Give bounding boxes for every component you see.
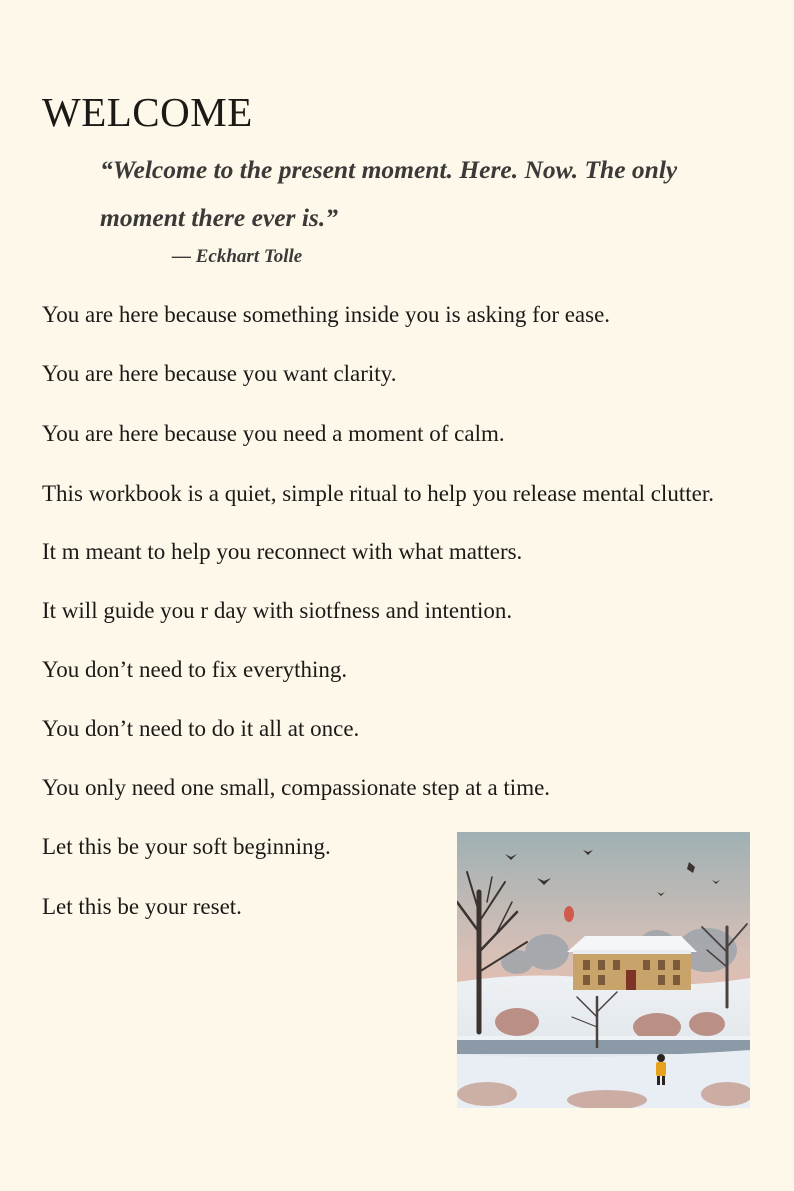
body-line: Let this be your reset.: [42, 894, 242, 919]
winter-house-landscape-illustration: [457, 832, 750, 1108]
quote-attribution: — Eckhart Tolle: [172, 246, 303, 267]
body-line: It m meant to help you reconnect with what matters.: [42, 539, 523, 564]
body-line: You only need one small, compassionate step at a time.: [42, 775, 551, 800]
body-line: This workbook is a quiet, simple ritual to help you release mental clutter.: [42, 481, 714, 506]
page-title: WELCOME: [42, 89, 253, 135]
body-line: Let this be your soft beginning.: [42, 834, 331, 859]
body-line: You are here because you want clarity.: [42, 361, 397, 386]
body-line: You don’t need to do it all at once.: [42, 716, 360, 741]
body-line: You are here because you need a moment of calm.: [42, 421, 505, 446]
epigraph-quote: “Welcome to the present moment. Here. Now. The only moment there ever is.”: [100, 155, 678, 232]
body-line: It will guide you r day with siotfness and intention.: [42, 598, 513, 623]
body-line: You are here because something inside you is asking for ease.: [42, 302, 611, 327]
body-line: You don’t need to fix everything.: [42, 657, 348, 682]
